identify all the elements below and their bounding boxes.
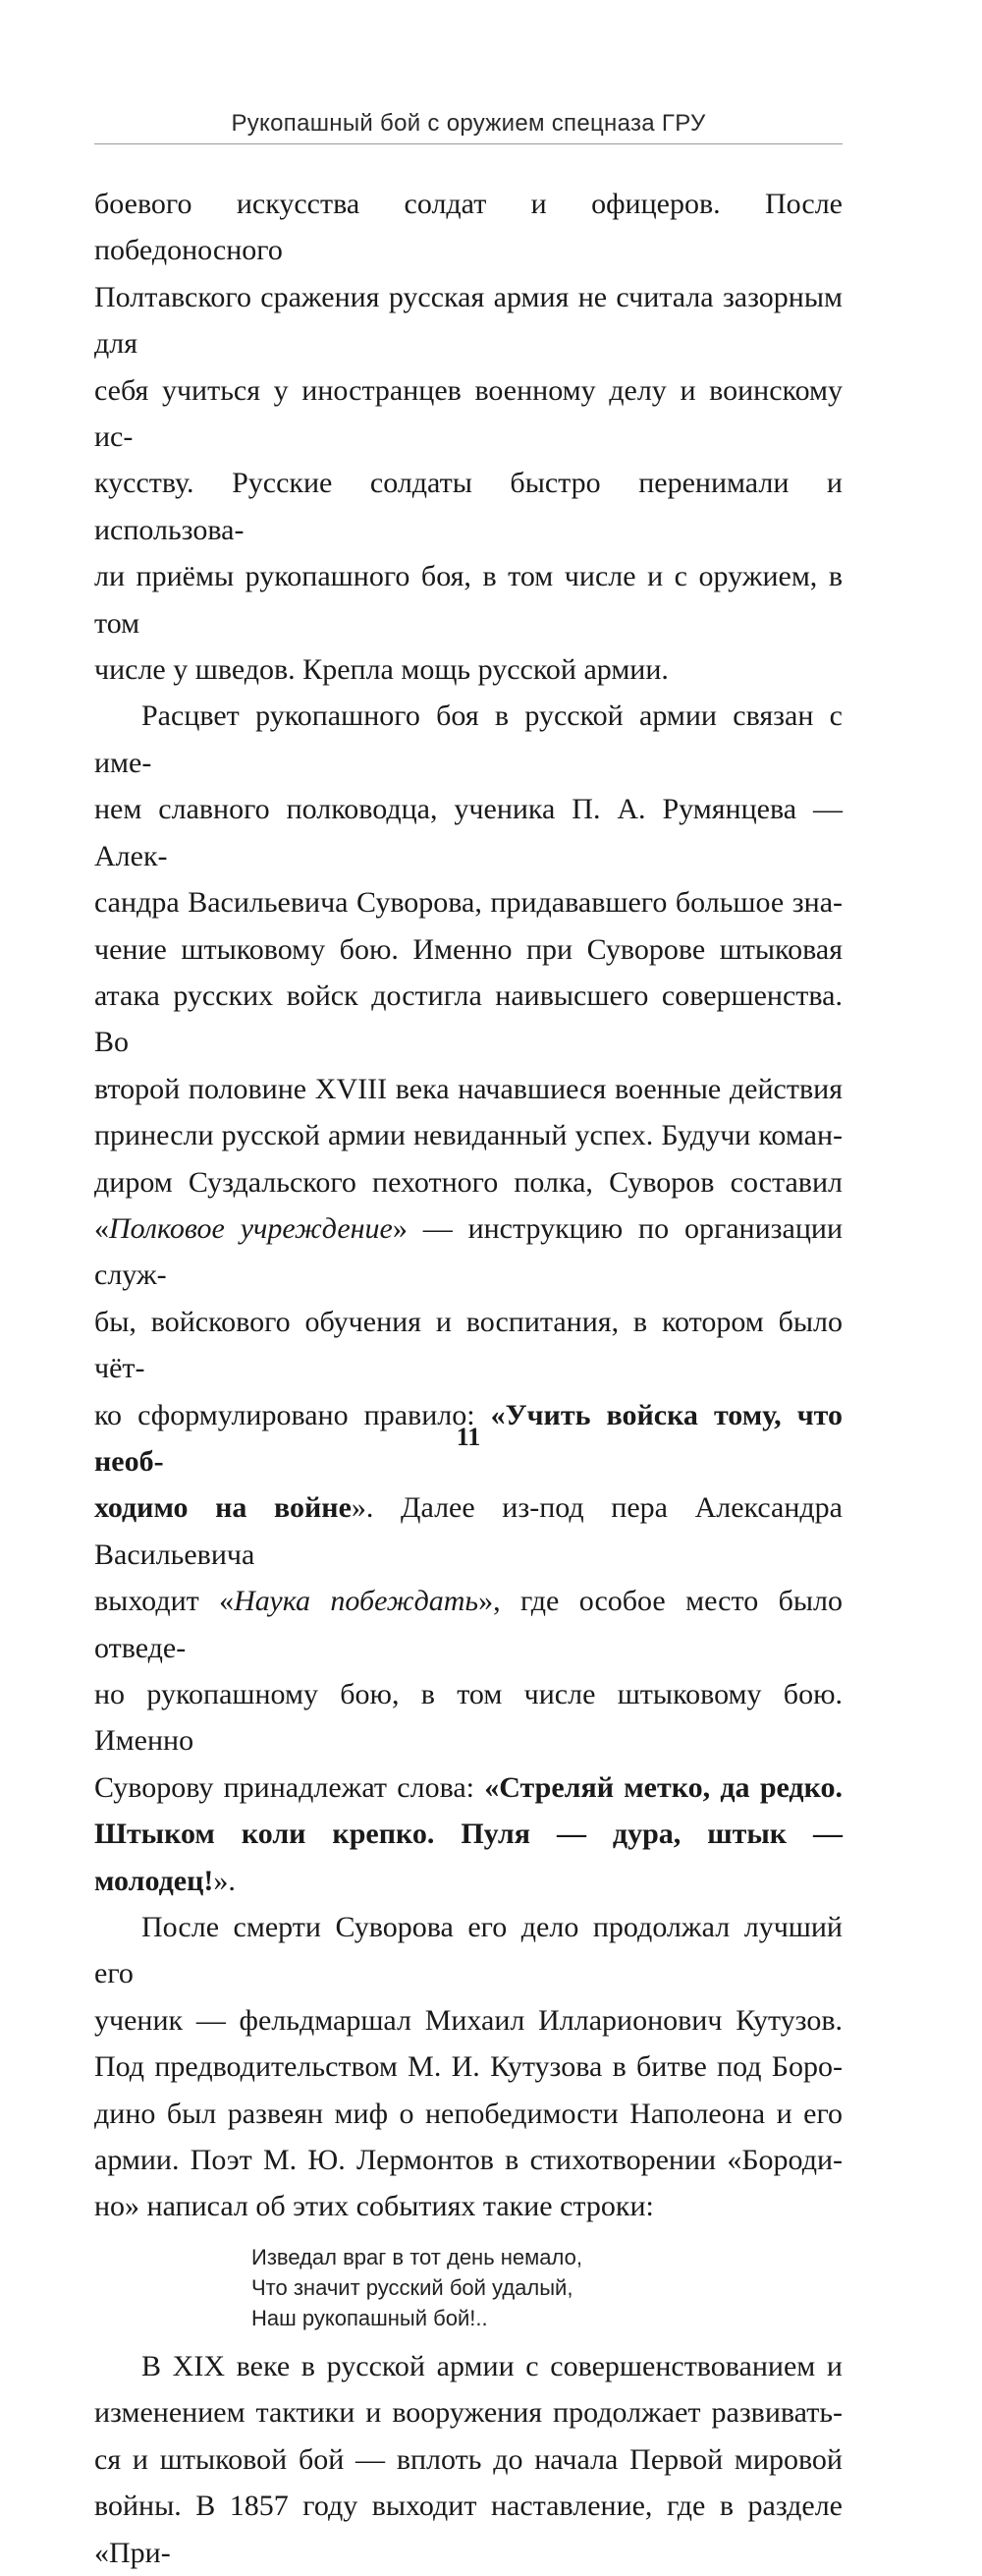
text-line: диром Суздальского пехотного полка, Суворов составил	[94, 1165, 843, 1199]
text-line: В XIX веке в русской армии с совершенствованием и	[141, 2349, 843, 2382]
text-line: чение штыковому бою. Именно при Суворове штыковая	[94, 932, 843, 966]
text-line: атака русских войск достигла наивысшего совершенства. Во	[94, 979, 843, 1059]
paragraph-2	[94, 693, 843, 1904]
text-line	[94, 1811, 843, 1904]
text-line: ся и штыковой бой — вплоть до начала Первой мировой	[94, 2442, 843, 2476]
text-line: числе у шведов. Крепла мощь русской армии.	[94, 653, 669, 687]
bold-quote: «Стреляй метко, да редко.	[484, 1770, 843, 1804]
text-line	[94, 1205, 843, 1299]
text-line: но рукопашному бою, в том числе штыковому бою. Именно	[94, 1678, 843, 1758]
poem-quote	[94, 2242, 843, 2333]
text-line: боевого искусства солдат и офицеров. После победоносного	[94, 188, 843, 267]
text-line: бы, войскового обучения и воспитания, в котором было чёт-	[94, 1305, 843, 1385]
text-line: второй половине XVIII века начавшиеся военные действия	[94, 1072, 843, 1105]
bold-quote: «Учить войска тому, что необ-	[94, 1398, 843, 1478]
running-header: Рукопашный бой с оружием спецназа ГРУ	[231, 110, 706, 137]
text-line: дино был развеян миф о непобедимости Наполеона и его	[94, 2097, 843, 2130]
text-line: нем славного полководца, ученика П. А. Румянцева — Алек-	[94, 793, 843, 872]
text-line: изменением тактики и вооружения продолжает развивать-	[94, 2396, 843, 2430]
text-line: Под предводительством М. И. Кутузова в битве под Боро-	[94, 2050, 843, 2084]
quote-mark: «	[94, 1211, 109, 1245]
text-run: ».	[213, 1864, 236, 1897]
text-line	[94, 1484, 843, 1578]
header-rule	[94, 143, 843, 144]
italic-title: Полковое учреждение	[109, 1211, 393, 1245]
bold-quote: ходимо на войне	[94, 1491, 352, 1525]
text-line: сандра Васильевича Суворова, придававшего большое зна-	[94, 886, 843, 920]
text-line: Расцвет рукопашного боя в русской армии связан с име-	[94, 700, 843, 779]
text-line: кусству. Русские солдаты быстро перенимали и использова-	[94, 467, 843, 546]
body-text	[94, 181, 843, 2576]
text-line: ли приёмы рукопашного боя, в том числе и с оружием, в том	[94, 560, 843, 640]
text-line: но» написал об этих событиях такие строки:	[94, 2190, 654, 2223]
text-run: выходит «	[94, 1585, 235, 1618]
text-run: Суворову принадлежат слова:	[94, 1770, 485, 1804]
text-line	[94, 1578, 843, 1671]
text-run: ». Далее из-под пера Александра Васильевича	[94, 1491, 843, 1571]
poem-line: Изведал враг в тот день немало,	[251, 2244, 582, 2269]
paragraph-4	[94, 2343, 843, 2576]
text-line: ученик — фельдмаршал Михаил Илларионович Кутузов.	[94, 2003, 843, 2037]
text-line: войны. В 1857 году выходит наставление, где в разделе «При-	[94, 2490, 843, 2569]
page-number: 11	[456, 1423, 481, 1451]
poem-line: Что значит русский бой удалый,	[251, 2274, 573, 2300]
text-line: После смерти Суворова его дело продолжал лучший его	[94, 1911, 843, 1990]
poem-line: Наш рукопашный бой!..	[251, 2305, 488, 2330]
paragraph-3	[94, 1904, 843, 2230]
paragraph-1	[94, 181, 843, 693]
text-run: », где особое место было отведе-	[94, 1585, 843, 1664]
italic-title: Наука побеждать	[234, 1585, 479, 1618]
text-line: принесли русской армии невиданный успех. Будучи коман-	[94, 1119, 843, 1152]
text-run: » — инструкцию по организации служ-	[94, 1211, 844, 1292]
text-run: ко сформулировано правило:	[94, 1398, 491, 1431]
text-line: себя учиться у иностранцев военному делу и воинскому ис-	[94, 373, 843, 454]
text-line: армии. Поэт М. Ю. Лермонтов в стихотворении «Бороди-	[94, 2144, 843, 2177]
text-line: Полтавского сражения русская армия не считала зазорным для	[94, 280, 843, 361]
text-line	[94, 1764, 843, 1811]
bold-quote: Штыком коли крепко. Пуля — дура, штык — молодец!	[94, 1818, 843, 1897]
